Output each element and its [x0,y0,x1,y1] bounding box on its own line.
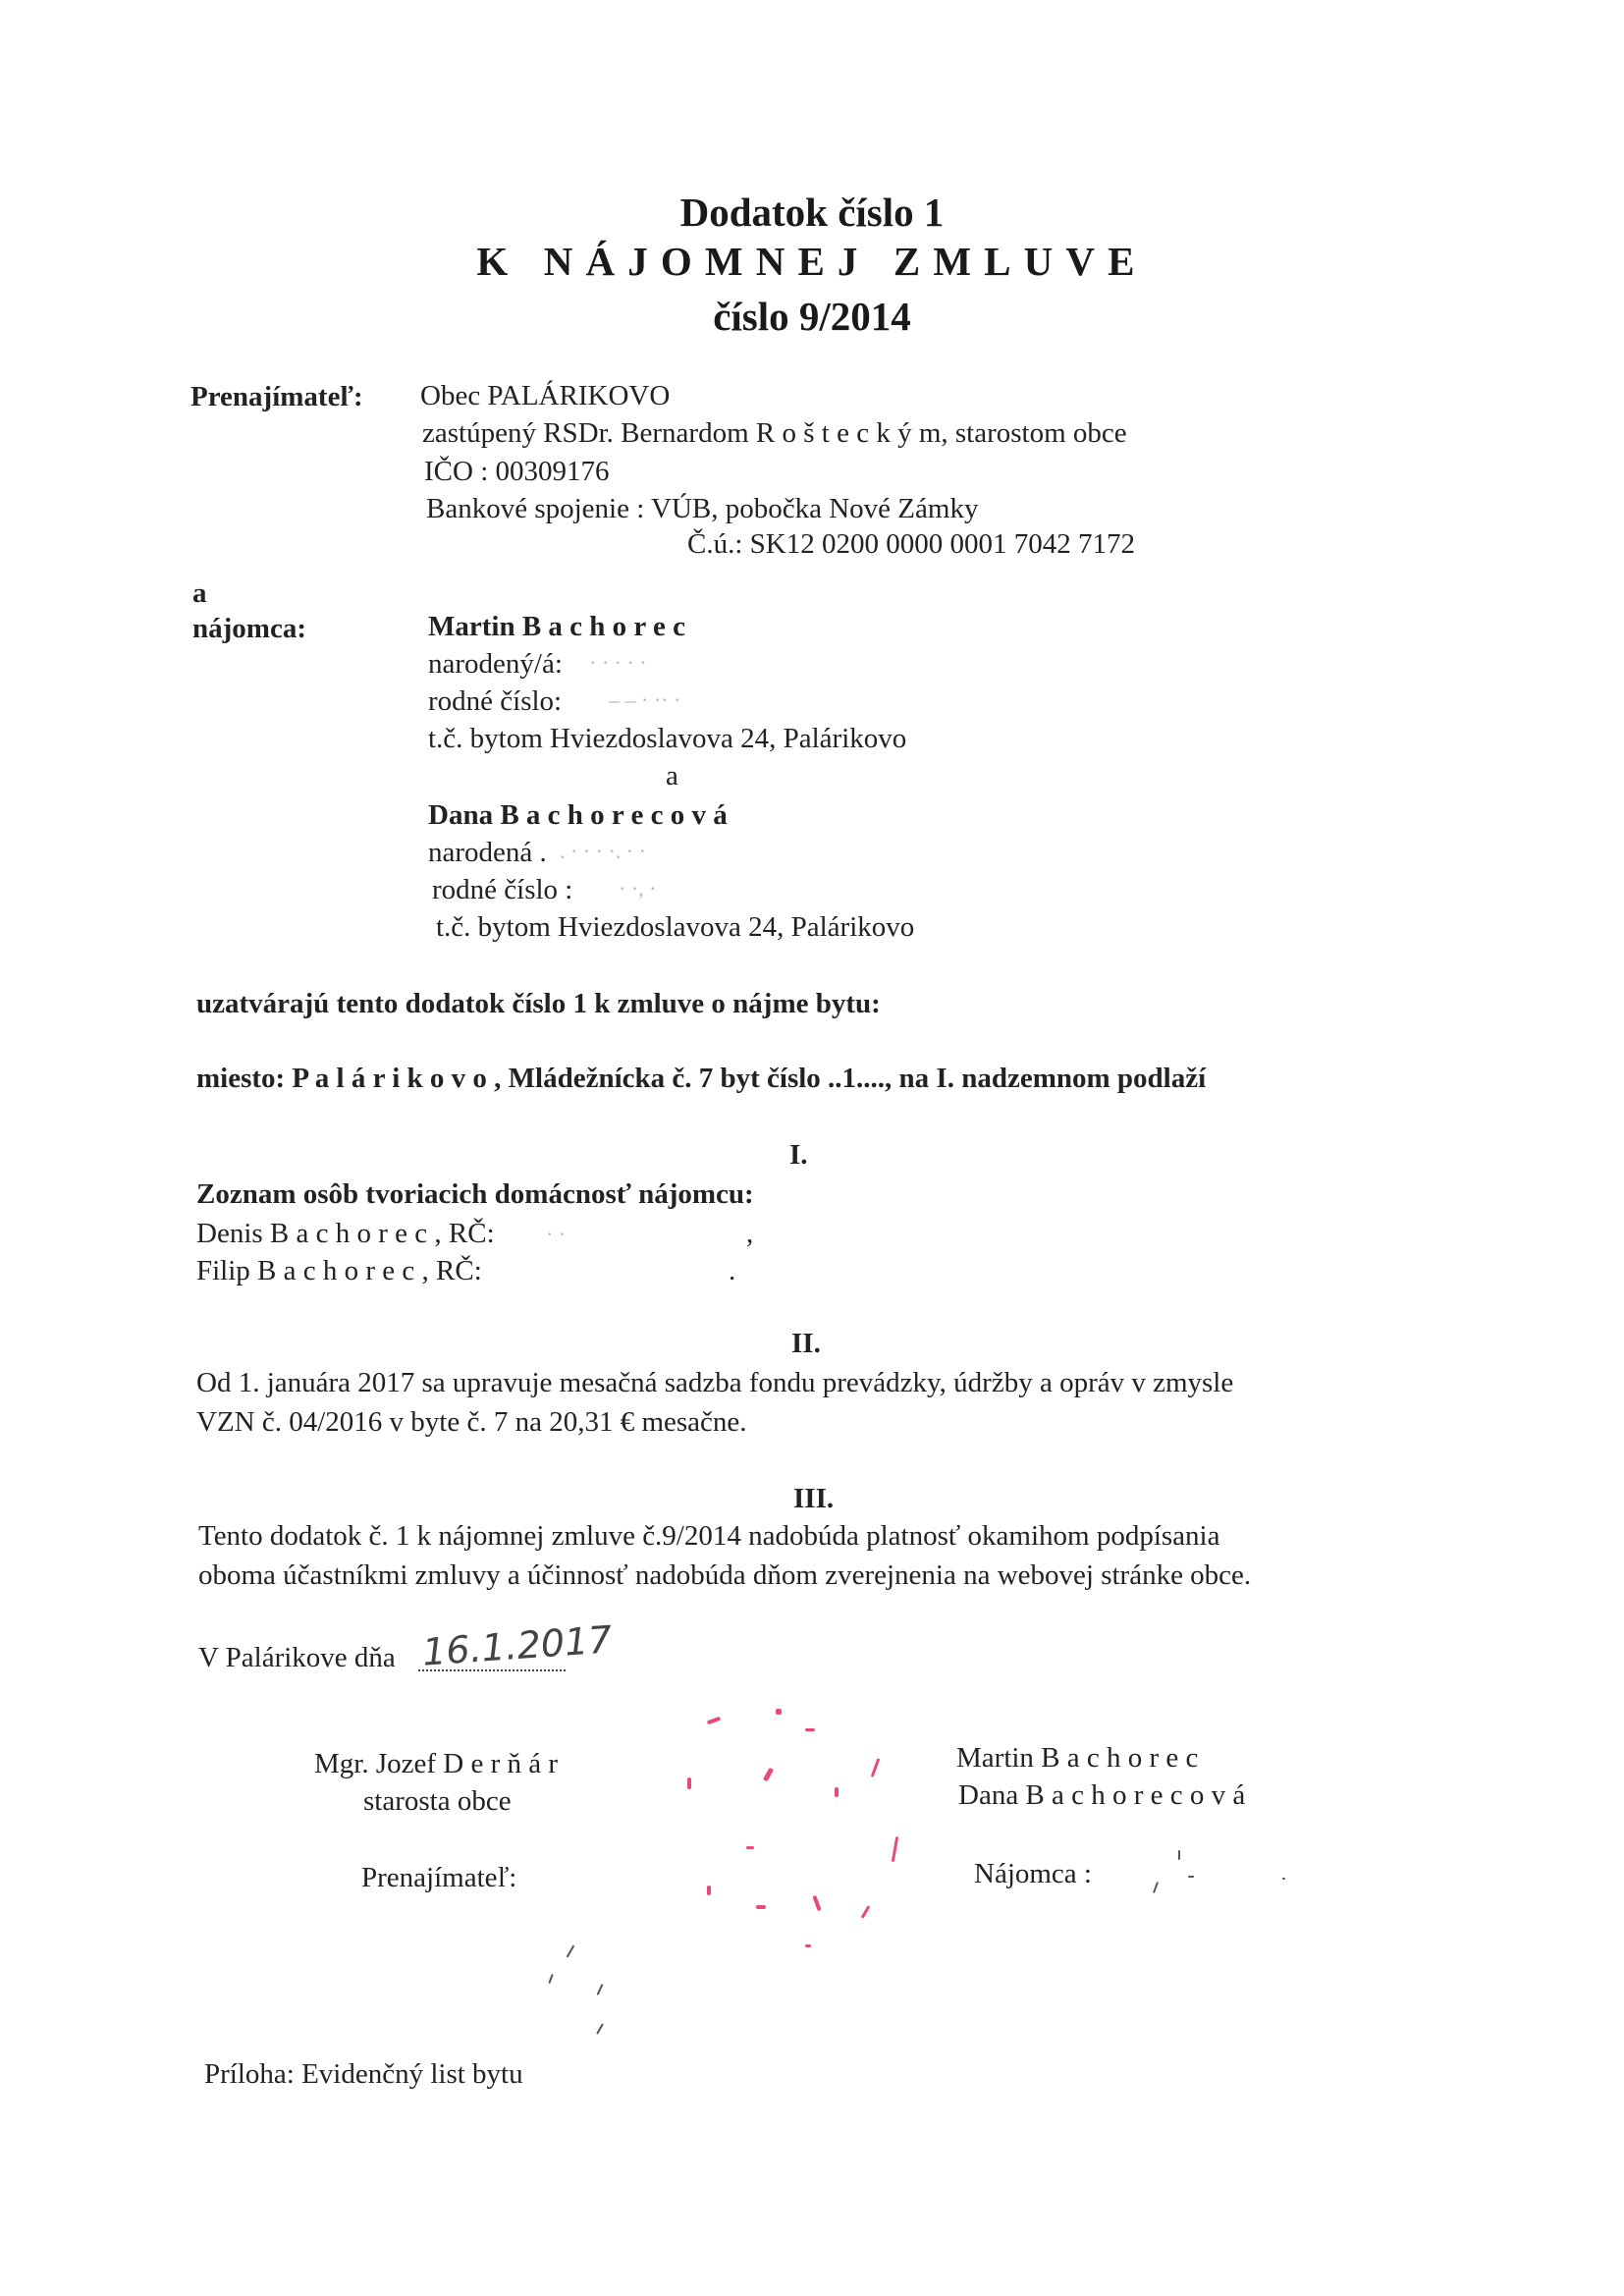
redacted-rc-2: · ·, · [619,876,657,901]
lessee-signature [1149,1846,1296,1905]
document-subtitle: K NÁJOMNEJ ZMLUVE [476,239,1148,284]
lessor-signature-label: Prenajímateľ: [361,1862,517,1893]
date-label: V Palárikove dňa [198,1642,396,1673]
section1-title: Zoznam osôb tvoriacich domácnosť nájomcu: [196,1178,754,1210]
date-dotted-line [418,1669,566,1671]
lessee1-born-label: narodený/á: [428,648,563,680]
section2-number: II. [791,1328,821,1359]
lessee2-rc-label: rodné číslo : [432,874,573,905]
lessee1-rc-label: rodné číslo: [428,685,563,717]
lessee-signatory-name-2: Dana B a c h o r e c o v á [958,1779,1246,1811]
lessor-signatory-name: Mgr. Jozef D e r ň á r [314,1748,559,1779]
section2-line1: Od 1. januára 2017 sa upravuje mesačná sadzba fondu prevádzky, údržby a opráv v zmysle [196,1367,1234,1398]
lessee2-address: t.č. bytom Hviezdoslavova 24, Palárikovo [436,911,915,943]
section3-number: III. [793,1483,835,1514]
household-member-2: Filip B a c h o r e c , RČ: [196,1255,482,1286]
lessee2-born-label: narodená . [428,837,547,868]
official-stamp [628,1699,923,1974]
lessee-and-word: a [666,760,678,792]
lessee1-address: t.č. bytom Hviezdoslavova 24, Palárikovo [428,723,907,754]
lessee2-name: Dana B a c h o r e c o v á [428,799,728,831]
section3-line2: oboma účastníkmi zmluvy a účinnosť nadobúda dňom zverejnenia na webovej stránke obce. [198,1559,1252,1591]
document-title: Dodatok číslo 1 [679,190,945,235]
redacted-birthdate-2: . · · · ·. · · [560,839,646,863]
lessee1-name: Martin B a c h o r e c [428,611,686,642]
attachment-note: Príloha: Evidenčný list bytu [204,2058,523,2090]
redacted-birthdate-1: · · · · · [589,650,647,675]
conclude-statement: uzatvárajú tento dodatok číslo 1 k zmluve o nájme bytu: [196,988,881,1019]
lessor-ico: IČO : 00309176 [424,456,610,487]
section2-line2: VZN č. 04/2016 v byte č. 7 na 20,31 € mesačne. [196,1406,747,1438]
lessor-representative: zastúpený RSDr. Bernardom R o š t e c k ý m, starostom obce [422,417,1127,449]
place-statement: miesto: P a l á r i k o v o , Mládežnícka č. 7 byt číslo ..1...., na I. nadzemnom podlaží [196,1063,1207,1094]
redacted-rc-1: – – · ·· · [609,687,681,712]
lessor-signature [511,1925,628,2043]
contract-number: číslo 9/2014 [713,294,911,339]
household-member-1: Denis B a c h o r e c , RČ: [196,1218,495,1249]
and-word: a [192,577,207,609]
lessor-name: Obec PALÁRIKOVO [420,380,671,411]
lessor-label: Prenajímateľ: [190,381,363,412]
lessee-signature-label: Nájomca : [974,1858,1092,1889]
lessee-label: nájomca: [192,613,306,644]
lessor-bank: Bankové spojenie : VÚB, pobočka Nové Zámky [426,493,979,524]
household-member-1-end: , [746,1218,754,1249]
redacted-rc-member1: · · [546,1222,567,1246]
lessee-signatory-name-1: Martin B a c h o r e c [956,1742,1199,1774]
section1-number: I. [789,1139,808,1171]
lessor-signatory-role: starosta obce [363,1785,512,1817]
date-handwritten: 16.1.2017 [420,1617,614,1674]
lessor-account: Č.ú.: SK12 0200 0000 0001 7042 7172 [687,528,1135,560]
section3-line1: Tento dodatok č. 1 k nájomnej zmluve č.9/2014 nadobúda platnosť okamihom podpísania [198,1520,1220,1552]
household-member-2-end: . [729,1255,736,1286]
